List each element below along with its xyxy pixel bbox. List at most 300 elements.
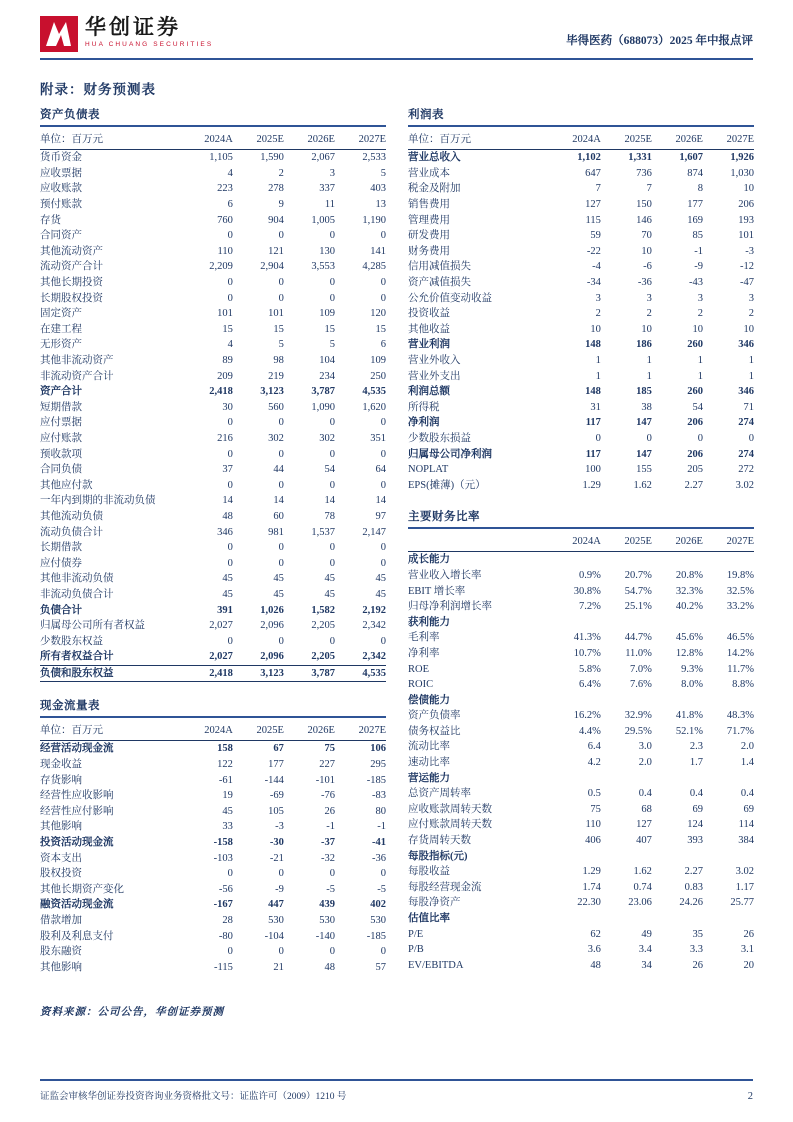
cell-value: 8.8% <box>732 679 754 691</box>
cell-value: 130 <box>319 245 335 257</box>
cell-value: 1.7 <box>689 757 703 769</box>
row-label: 营业利润 <box>408 339 450 351</box>
cell-value: 6.4% <box>579 679 601 691</box>
row-label: 归母净利润增长率 <box>408 601 492 613</box>
cell-value: 1.29 <box>582 479 601 491</box>
cell-value <box>652 614 703 630</box>
row-label: NOPLAT <box>408 464 449 476</box>
cell-value: 0 <box>278 479 284 491</box>
report-title: 毕得医药（688073）2025 年中报点评 <box>566 35 753 47</box>
cell-value: 0 <box>278 417 284 429</box>
cell-value: 33.2% <box>726 601 754 613</box>
row-label: 其他非流动资产 <box>40 355 114 367</box>
row-label: 应付债券 <box>40 557 82 569</box>
table-row <box>40 493 386 509</box>
cell-value: 0.4 <box>638 788 652 800</box>
cell-value: -185 <box>366 930 386 942</box>
cell-value: 177 <box>687 199 703 211</box>
cell-value <box>601 614 652 630</box>
cell-value: 0 <box>329 448 335 460</box>
row-label: 资产负债率 <box>408 710 461 722</box>
cell-value: 0 <box>227 946 233 958</box>
cell-value <box>550 614 601 630</box>
cell-value: 0 <box>278 635 284 647</box>
cell-value: 106 <box>370 743 386 755</box>
row-label: 其他收益 <box>408 323 450 335</box>
cell-value <box>550 770 601 786</box>
row-label: 偿债能力 <box>408 694 450 706</box>
table-row <box>40 960 386 976</box>
row-label: 负债合计 <box>40 604 82 616</box>
table-row <box>40 509 386 525</box>
balance-sheet-table <box>40 131 386 682</box>
table-row <box>408 958 754 974</box>
table-row <box>40 477 386 493</box>
cell-value: 1.62 <box>633 479 652 491</box>
cell-value: -56 <box>218 883 233 895</box>
table-row <box>40 835 386 851</box>
row-label: 营业成本 <box>408 167 450 179</box>
row-label: 应收账款 <box>40 183 82 195</box>
cell-value: 0.5 <box>587 788 601 800</box>
cell-value: 3 <box>329 167 335 179</box>
row-label: 其他非流动负债 <box>40 573 114 585</box>
income-statement-title: 利润表 <box>408 106 754 127</box>
cell-value: 346 <box>217 526 233 538</box>
cell-value: 11.0% <box>625 647 652 659</box>
cell-value: 736 <box>636 167 652 179</box>
table-row <box>408 661 754 677</box>
row-label: 在建工程 <box>40 323 82 335</box>
year-column-header: 2024A <box>182 131 233 150</box>
table-row <box>408 368 754 384</box>
table-row <box>40 244 386 260</box>
table-row <box>408 197 754 213</box>
row-label: 每股经营现金流 <box>408 881 482 893</box>
right-column <box>408 106 754 988</box>
cell-value: 530 <box>370 915 386 927</box>
table-row <box>408 864 754 880</box>
cell-value: 403 <box>370 183 386 195</box>
table-row <box>408 802 754 818</box>
cell-value: 19.8% <box>726 569 754 581</box>
cell-value <box>703 614 754 630</box>
cell-value: 14 <box>324 495 335 507</box>
cell-value: 98 <box>273 355 284 367</box>
table-row <box>408 817 754 833</box>
cell-value: 2 <box>748 308 754 320</box>
cell-value: 234 <box>319 370 335 382</box>
table-row <box>408 244 754 260</box>
cell-value: 41.8% <box>675 710 703 722</box>
cell-value: 5 <box>278 339 284 351</box>
cell-value: 1.29 <box>582 866 601 878</box>
cell-value: 0 <box>329 479 335 491</box>
table-row <box>408 599 754 615</box>
row-label: 管理费用 <box>408 214 450 226</box>
cell-value: 35 <box>692 928 703 940</box>
cell-value: 54 <box>692 401 703 413</box>
cell-value: 1 <box>646 370 652 382</box>
cell-value: 49 <box>641 928 652 940</box>
cell-value: 26 <box>692 959 703 971</box>
cell-value: 2,067 <box>311 152 335 164</box>
cell-value: 14 <box>273 495 284 507</box>
table-row <box>40 741 386 757</box>
cell-value: 393 <box>687 835 703 847</box>
table-row <box>40 197 386 213</box>
cell-value: 2 <box>646 308 652 320</box>
table-row <box>40 587 386 603</box>
huachuang-logo-icon <box>40 16 78 52</box>
cell-value: 560 <box>268 401 284 413</box>
cell-value: 2,209 <box>209 261 233 273</box>
cell-value: 2,342 <box>362 651 386 663</box>
ratios-section <box>408 508 754 973</box>
row-label: 营业总收入 <box>408 152 461 164</box>
table-row <box>408 895 754 911</box>
cash-flow-title: 现金流量表 <box>40 697 386 718</box>
cell-value: 302 <box>319 432 335 444</box>
row-label: 固定资产 <box>40 308 82 320</box>
cell-value: 48.3% <box>726 710 754 722</box>
cell-value <box>703 911 754 927</box>
row-label: 经营性应收影响 <box>40 790 114 802</box>
cell-value: 2,342 <box>362 620 386 632</box>
row-label: 负债和股东权益 <box>40 665 182 682</box>
cell-value: 15 <box>273 323 284 335</box>
cell-value: 1 <box>748 370 754 382</box>
cell-value: 346 <box>738 339 754 351</box>
table-row <box>408 306 754 322</box>
cell-value: -76 <box>320 790 335 802</box>
cell-value: 10.7% <box>573 647 601 659</box>
section-header-row <box>408 614 754 630</box>
cell-value: 11 <box>324 199 335 211</box>
cell-value: 8.0% <box>681 679 703 691</box>
cell-value: 117 <box>585 448 601 460</box>
cell-value: -140 <box>315 930 335 942</box>
cell-value: 0 <box>278 448 284 460</box>
cell-value: 0 <box>278 230 284 242</box>
row-label: 每股指标(元) <box>408 850 468 862</box>
row-label: 利润总额 <box>408 386 450 398</box>
cell-value: 2,027 <box>209 651 233 663</box>
cell-value: 2,147 <box>362 526 386 538</box>
cell-value: 206 <box>687 417 703 429</box>
cell-value: 0 <box>227 868 233 880</box>
table-row <box>40 882 386 898</box>
cell-value: 2,533 <box>362 152 386 164</box>
cell-value: 0 <box>329 868 335 880</box>
row-label: 资产合计 <box>40 386 82 398</box>
cell-value: 33 <box>222 821 233 833</box>
cell-value: 6 <box>227 199 233 211</box>
cell-value: 402 <box>370 899 386 911</box>
table-row <box>40 850 386 866</box>
cell-value: 20.8% <box>675 569 703 581</box>
year-column-header: 2027E <box>335 131 386 150</box>
table-row <box>40 322 386 338</box>
table-row <box>40 928 386 944</box>
cell-value: 3 <box>697 292 703 304</box>
cell-value: -21 <box>269 852 284 864</box>
cell-value: 7.6% <box>630 679 652 691</box>
table-row <box>40 913 386 929</box>
cell-value: -12 <box>740 261 754 273</box>
cell-value: 0 <box>227 448 233 460</box>
row-label: 经营活动现金流 <box>40 743 114 755</box>
cell-value <box>550 692 601 708</box>
table-row <box>408 739 754 755</box>
cell-value: 2,904 <box>260 261 284 273</box>
cell-value: 45 <box>222 588 233 600</box>
cell-value: 4 <box>227 167 233 179</box>
cell-value: 3 <box>646 292 652 304</box>
cell-value: 148 <box>585 339 601 351</box>
row-label: 其他流动负债 <box>40 510 103 522</box>
row-label: 资产减值损失 <box>408 277 471 289</box>
cell-value: 45 <box>324 588 335 600</box>
row-label: 存货 <box>40 214 61 226</box>
table-row <box>408 228 754 244</box>
row-label: 净利率 <box>408 647 440 659</box>
table-row <box>408 755 754 771</box>
row-label: 归属母公司所有者权益 <box>40 620 145 632</box>
cell-value: 59 <box>590 230 601 242</box>
cell-value: 274 <box>738 448 754 460</box>
table-row <box>40 212 386 228</box>
table-row <box>408 786 754 802</box>
cell-value: 26 <box>324 805 335 817</box>
cash-flow-section <box>40 697 386 975</box>
row-label: 预付账款 <box>40 199 82 211</box>
cell-value: -158 <box>213 837 233 849</box>
cell-value: 97 <box>375 510 386 522</box>
cell-value: 2,205 <box>311 651 335 663</box>
cell-value: 67 <box>273 743 284 755</box>
cell-value: 75 <box>590 803 601 815</box>
cell-value: 127 <box>585 199 601 211</box>
cell-value: 185 <box>636 386 652 398</box>
cell-value: 0 <box>380 542 386 554</box>
cell-value: 0 <box>380 277 386 289</box>
cell-value: 70 <box>641 230 652 242</box>
row-label: 应收账款周转天数 <box>408 803 492 815</box>
row-label: 非流动资产合计 <box>40 370 114 382</box>
cell-value: 40.2% <box>675 601 703 613</box>
cell-value: 2.27 <box>684 866 703 878</box>
row-label: 其他流动资产 <box>40 245 103 257</box>
cell-value: 54 <box>324 464 335 476</box>
cell-value: -103 <box>213 852 233 864</box>
cell-value: 122 <box>217 759 233 771</box>
row-label: 无形资产 <box>40 339 82 351</box>
cell-value <box>652 911 703 927</box>
cell-value: 71 <box>743 401 754 413</box>
cell-value: 6 <box>380 339 386 351</box>
cell-value: 0 <box>380 448 386 460</box>
cell-value: 10 <box>692 323 703 335</box>
cell-value <box>703 552 754 568</box>
row-label: 应付账款 <box>40 432 82 444</box>
cell-value: 227 <box>319 759 335 771</box>
row-label: 其他影响 <box>40 821 82 833</box>
cell-value: -1 <box>694 245 703 257</box>
table-row <box>40 524 386 540</box>
cell-value: 10 <box>590 323 601 335</box>
cell-value: 3 <box>748 292 754 304</box>
cell-value: 0 <box>227 557 233 569</box>
cell-value <box>703 848 754 864</box>
cell-value: 0 <box>227 479 233 491</box>
row-label: 其他长期资产变化 <box>40 883 124 895</box>
cell-value: 1,005 <box>311 214 335 226</box>
cell-value: 54.7% <box>624 585 652 597</box>
cell-value: 0 <box>329 946 335 958</box>
cell-value: 45 <box>273 588 284 600</box>
row-label: 研发费用 <box>408 230 450 242</box>
table-row <box>408 150 754 166</box>
cell-value <box>601 848 652 864</box>
cell-value <box>652 552 703 568</box>
table-row <box>408 446 754 462</box>
ratios-table <box>408 533 754 973</box>
cell-value: -61 <box>218 774 233 786</box>
table-row <box>40 649 386 665</box>
year-column-header: 2024A <box>550 533 601 552</box>
table-row <box>408 630 754 646</box>
cell-value: 391 <box>217 604 233 616</box>
cell-value: 141 <box>370 245 386 257</box>
cell-value: 439 <box>319 899 335 911</box>
row-label: EPS(摊薄)（元） <box>408 479 486 491</box>
cell-value: 6.4 <box>587 741 601 753</box>
cell-value: 1,607 <box>679 152 703 164</box>
cell-value: 0.74 <box>633 881 652 893</box>
cell-value: 0 <box>278 542 284 554</box>
section-header-row <box>408 692 754 708</box>
cell-value: 3 <box>595 292 601 304</box>
cell-value: 0 <box>227 292 233 304</box>
cell-value: -185 <box>366 774 386 786</box>
cell-value: 1.62 <box>633 866 652 878</box>
cell-value <box>703 692 754 708</box>
cell-value <box>652 770 703 786</box>
row-label: 长期借款 <box>40 542 82 554</box>
cell-value: 8 <box>697 183 703 195</box>
year-column-header: 2025E <box>233 722 284 741</box>
table-row <box>408 212 754 228</box>
year-column-header: 2025E <box>601 131 652 150</box>
cell-value: 407 <box>636 835 652 847</box>
table-row <box>40 384 386 400</box>
cell-value: 1,331 <box>628 152 652 164</box>
cell-value: 45 <box>324 573 335 585</box>
cell-value: -3 <box>275 821 284 833</box>
cell-value: 14 <box>375 495 386 507</box>
cell-value: 5 <box>329 339 335 351</box>
row-label: 融资活动现金流 <box>40 899 114 911</box>
cell-value: 15 <box>324 323 335 335</box>
cell-value: 3,553 <box>311 261 335 273</box>
table-header-row <box>408 533 754 552</box>
row-label: 信用减值损失 <box>408 261 471 273</box>
cell-value: 14.2% <box>726 647 754 659</box>
table-row <box>408 181 754 197</box>
cell-value: 3.3 <box>689 944 703 956</box>
cell-value: -6 <box>643 261 652 273</box>
cell-value: 206 <box>687 448 703 460</box>
cell-value: 1.74 <box>582 881 601 893</box>
cell-value: 64 <box>375 464 386 476</box>
unit-label: 单位：百万元 <box>408 131 550 150</box>
cell-value: 3.1 <box>740 944 754 956</box>
cell-value: 148 <box>585 386 601 398</box>
page-footer <box>40 1079 753 1102</box>
unit-label: 单位：百万元 <box>40 722 182 741</box>
row-label: 少数股东权益 <box>40 635 103 647</box>
table-row <box>40 571 386 587</box>
table-row <box>40 368 386 384</box>
cell-value: 109 <box>319 308 335 320</box>
table-row <box>40 633 386 649</box>
cell-value: 109 <box>370 355 386 367</box>
cell-value <box>652 692 703 708</box>
page-header <box>0 0 793 58</box>
cell-value: 0 <box>595 432 601 444</box>
cell-value: 30.8% <box>573 585 601 597</box>
cell-value: 1 <box>646 355 652 367</box>
balance-sheet-body <box>40 131 386 682</box>
cell-value: 0 <box>278 292 284 304</box>
cell-value: 209 <box>217 370 233 382</box>
cell-value: 1,590 <box>260 152 284 164</box>
table-row <box>40 166 386 182</box>
cell-value: 0 <box>329 635 335 647</box>
cell-value: 2 <box>278 167 284 179</box>
cell-value: 0 <box>278 868 284 880</box>
cell-value: 0 <box>227 230 233 242</box>
year-column-header: 2026E <box>652 533 703 552</box>
cell-value: 3,787 <box>311 386 335 398</box>
cell-value: 110 <box>585 819 601 831</box>
cell-value: 15 <box>375 323 386 335</box>
cell-value: 13 <box>375 199 386 211</box>
cell-value: -37 <box>320 837 335 849</box>
cell-value: 2,418 <box>182 665 233 682</box>
cell-value: 351 <box>370 432 386 444</box>
cell-value: 41.3% <box>573 632 601 644</box>
cell-value: 406 <box>585 835 601 847</box>
cell-value: 12.8% <box>675 647 703 659</box>
cell-value <box>601 770 652 786</box>
cell-value: 68 <box>641 803 652 815</box>
cell-value: 7 <box>646 183 652 195</box>
table-row <box>40 772 386 788</box>
cell-value: 760 <box>217 214 233 226</box>
cell-value: 4 <box>227 339 233 351</box>
cell-value: 3.02 <box>735 866 754 878</box>
year-column-header: 2024A <box>550 131 601 150</box>
cell-value: 0 <box>380 946 386 958</box>
cell-value: 23.06 <box>628 897 652 909</box>
table-row <box>40 181 386 197</box>
row-label: 每股收益 <box>408 866 450 878</box>
cell-value: 0 <box>380 417 386 429</box>
row-label: 营业收入增长率 <box>408 569 482 581</box>
table-row <box>40 944 386 960</box>
